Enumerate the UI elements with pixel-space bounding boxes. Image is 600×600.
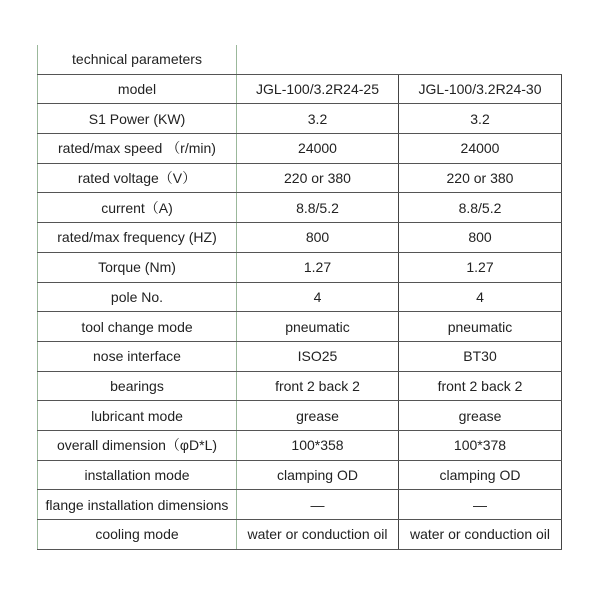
parameter-value: 4 [237, 282, 399, 312]
parameter-value: front 2 back 2 [237, 371, 399, 401]
table-row [38, 341, 562, 371]
parameter-value: 3.2 [399, 104, 562, 134]
parameter-name: overall dimension（φD*L) [38, 430, 237, 460]
empty-cell [237, 45, 399, 74]
parameter-name: installation mode [38, 460, 237, 490]
table-row [38, 104, 562, 134]
parameter-value: JGL-100/3.2R24-25 [237, 74, 399, 104]
parameter-value: 8.8/5.2 [237, 193, 399, 223]
parameter-value: clamping OD [399, 460, 562, 490]
parameter-value: 8.8/5.2 [399, 193, 562, 223]
parameter-name: Torque (Nm) [38, 252, 237, 282]
parameter-value: 1.27 [237, 252, 399, 282]
parameter-value: — [237, 490, 399, 520]
parameter-name: S1 Power (KW) [38, 104, 237, 134]
parameter-value: 100*378 [399, 430, 562, 460]
table-row [38, 193, 562, 223]
parameter-value: water or conduction oil [237, 520, 399, 550]
table-row [38, 371, 562, 401]
parameter-name: model [38, 74, 237, 104]
parameter-value: 1.27 [399, 252, 562, 282]
parameter-value: 100*358 [237, 430, 399, 460]
parameter-name: nose interface [38, 341, 237, 371]
table-row [38, 520, 562, 550]
parameter-value: grease [399, 401, 562, 431]
parameter-value: 220 or 380 [399, 163, 562, 193]
table-row [38, 223, 562, 253]
parameter-value: water or conduction oil [399, 520, 562, 550]
parameter-value: front 2 back 2 [399, 371, 562, 401]
parameter-value: — [399, 490, 562, 520]
parameter-name: rated/max frequency (HZ) [38, 223, 237, 253]
parameter-name: cooling mode [38, 520, 237, 550]
empty-cell [399, 45, 562, 74]
table-row [38, 490, 562, 520]
parameter-value: 220 or 380 [237, 163, 399, 193]
parameter-value: 800 [237, 223, 399, 253]
table-row [38, 430, 562, 460]
parameter-name: lubricant mode [38, 401, 237, 431]
parameter-value: pneumatic [237, 312, 399, 342]
parameter-value: clamping OD [237, 460, 399, 490]
parameter-value: 4 [399, 282, 562, 312]
parameter-value: JGL-100/3.2R24-30 [399, 74, 562, 104]
table-row [38, 252, 562, 282]
parameter-name: rated/max speed （r/min) [38, 134, 237, 164]
table-row [38, 312, 562, 342]
parameter-name: tool change mode [38, 312, 237, 342]
parameter-value: grease [237, 401, 399, 431]
parameter-name: bearings [38, 371, 237, 401]
table-row [38, 163, 562, 193]
table-title: technical parameters [38, 45, 237, 74]
parameter-name: flange installation dimensions [38, 490, 237, 520]
technical-parameters-table [37, 45, 562, 550]
parameter-value: BT30 [399, 341, 562, 371]
parameter-name: rated voltage（V） [38, 163, 237, 193]
table-header-row [38, 45, 562, 74]
parameter-value: ISO25 [237, 341, 399, 371]
parameter-name: current（A) [38, 193, 237, 223]
table-row [38, 460, 562, 490]
table-row [38, 282, 562, 312]
parameter-value: 800 [399, 223, 562, 253]
table-row [38, 74, 562, 104]
table-row [38, 134, 562, 164]
parameter-value: 24000 [399, 134, 562, 164]
parameter-value: 24000 [237, 134, 399, 164]
parameter-value: 3.2 [237, 104, 399, 134]
parameter-name: pole No. [38, 282, 237, 312]
parameter-value: pneumatic [399, 312, 562, 342]
table-row [38, 401, 562, 431]
